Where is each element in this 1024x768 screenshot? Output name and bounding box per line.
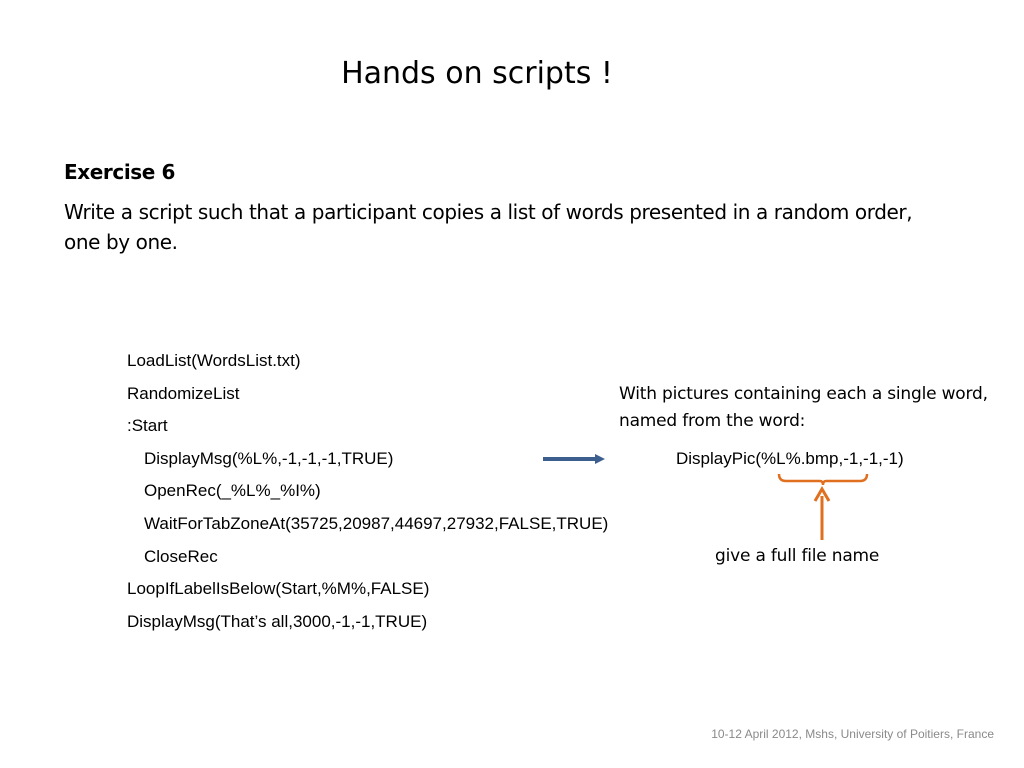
exercise-description: Write a script such that a participant copies a list of words presented in a random order, one by one. [64, 200, 913, 254]
code-line-close-rec: CloseRec [144, 546, 218, 566]
underbrace-icon [776, 472, 870, 486]
code-line-start-label: :Start [127, 416, 168, 436]
display-pic-command: DisplayPic(%L%.bmp,-1,-1,-1) [676, 449, 904, 468]
code-line-display-msg: DisplayMsg(%L%,-1,-1,-1,TRUE) [144, 448, 394, 468]
code-line-open-rec: OpenRec(_%L%_%I%) [144, 481, 321, 501]
picture-note: With pictures containing each a single word, named from the word: [619, 384, 988, 431]
script-code-block [127, 345, 608, 638]
code-line-loop-if-label: LoopIfLabelIsBelow(Start,%M%,FALSE) [127, 579, 430, 599]
code-line-randomize-list: RandomizeList [127, 383, 240, 403]
up-arrow-icon [812, 486, 832, 540]
slide-title: Hands on scripts ! [341, 56, 613, 91]
full-file-name-hint: give a full file name [715, 546, 880, 566]
exercise-heading: Exercise 6 [64, 160, 176, 184]
code-line-display-msg-final: DisplayMsg(That’s all,3000,-1,-1,TRUE) [127, 611, 428, 631]
slide-footer: 10-12 April 2012, Mshs, University of Poitiers, France [711, 727, 994, 741]
code-line-wait-for-tab-zone: WaitForTabZoneAt(35725,20987,44697,27932,FALSE,TRUE) [144, 513, 609, 533]
code-line-load-list: LoadList(WordsList.txt) [127, 351, 301, 370]
right-arrow-icon [543, 451, 607, 467]
